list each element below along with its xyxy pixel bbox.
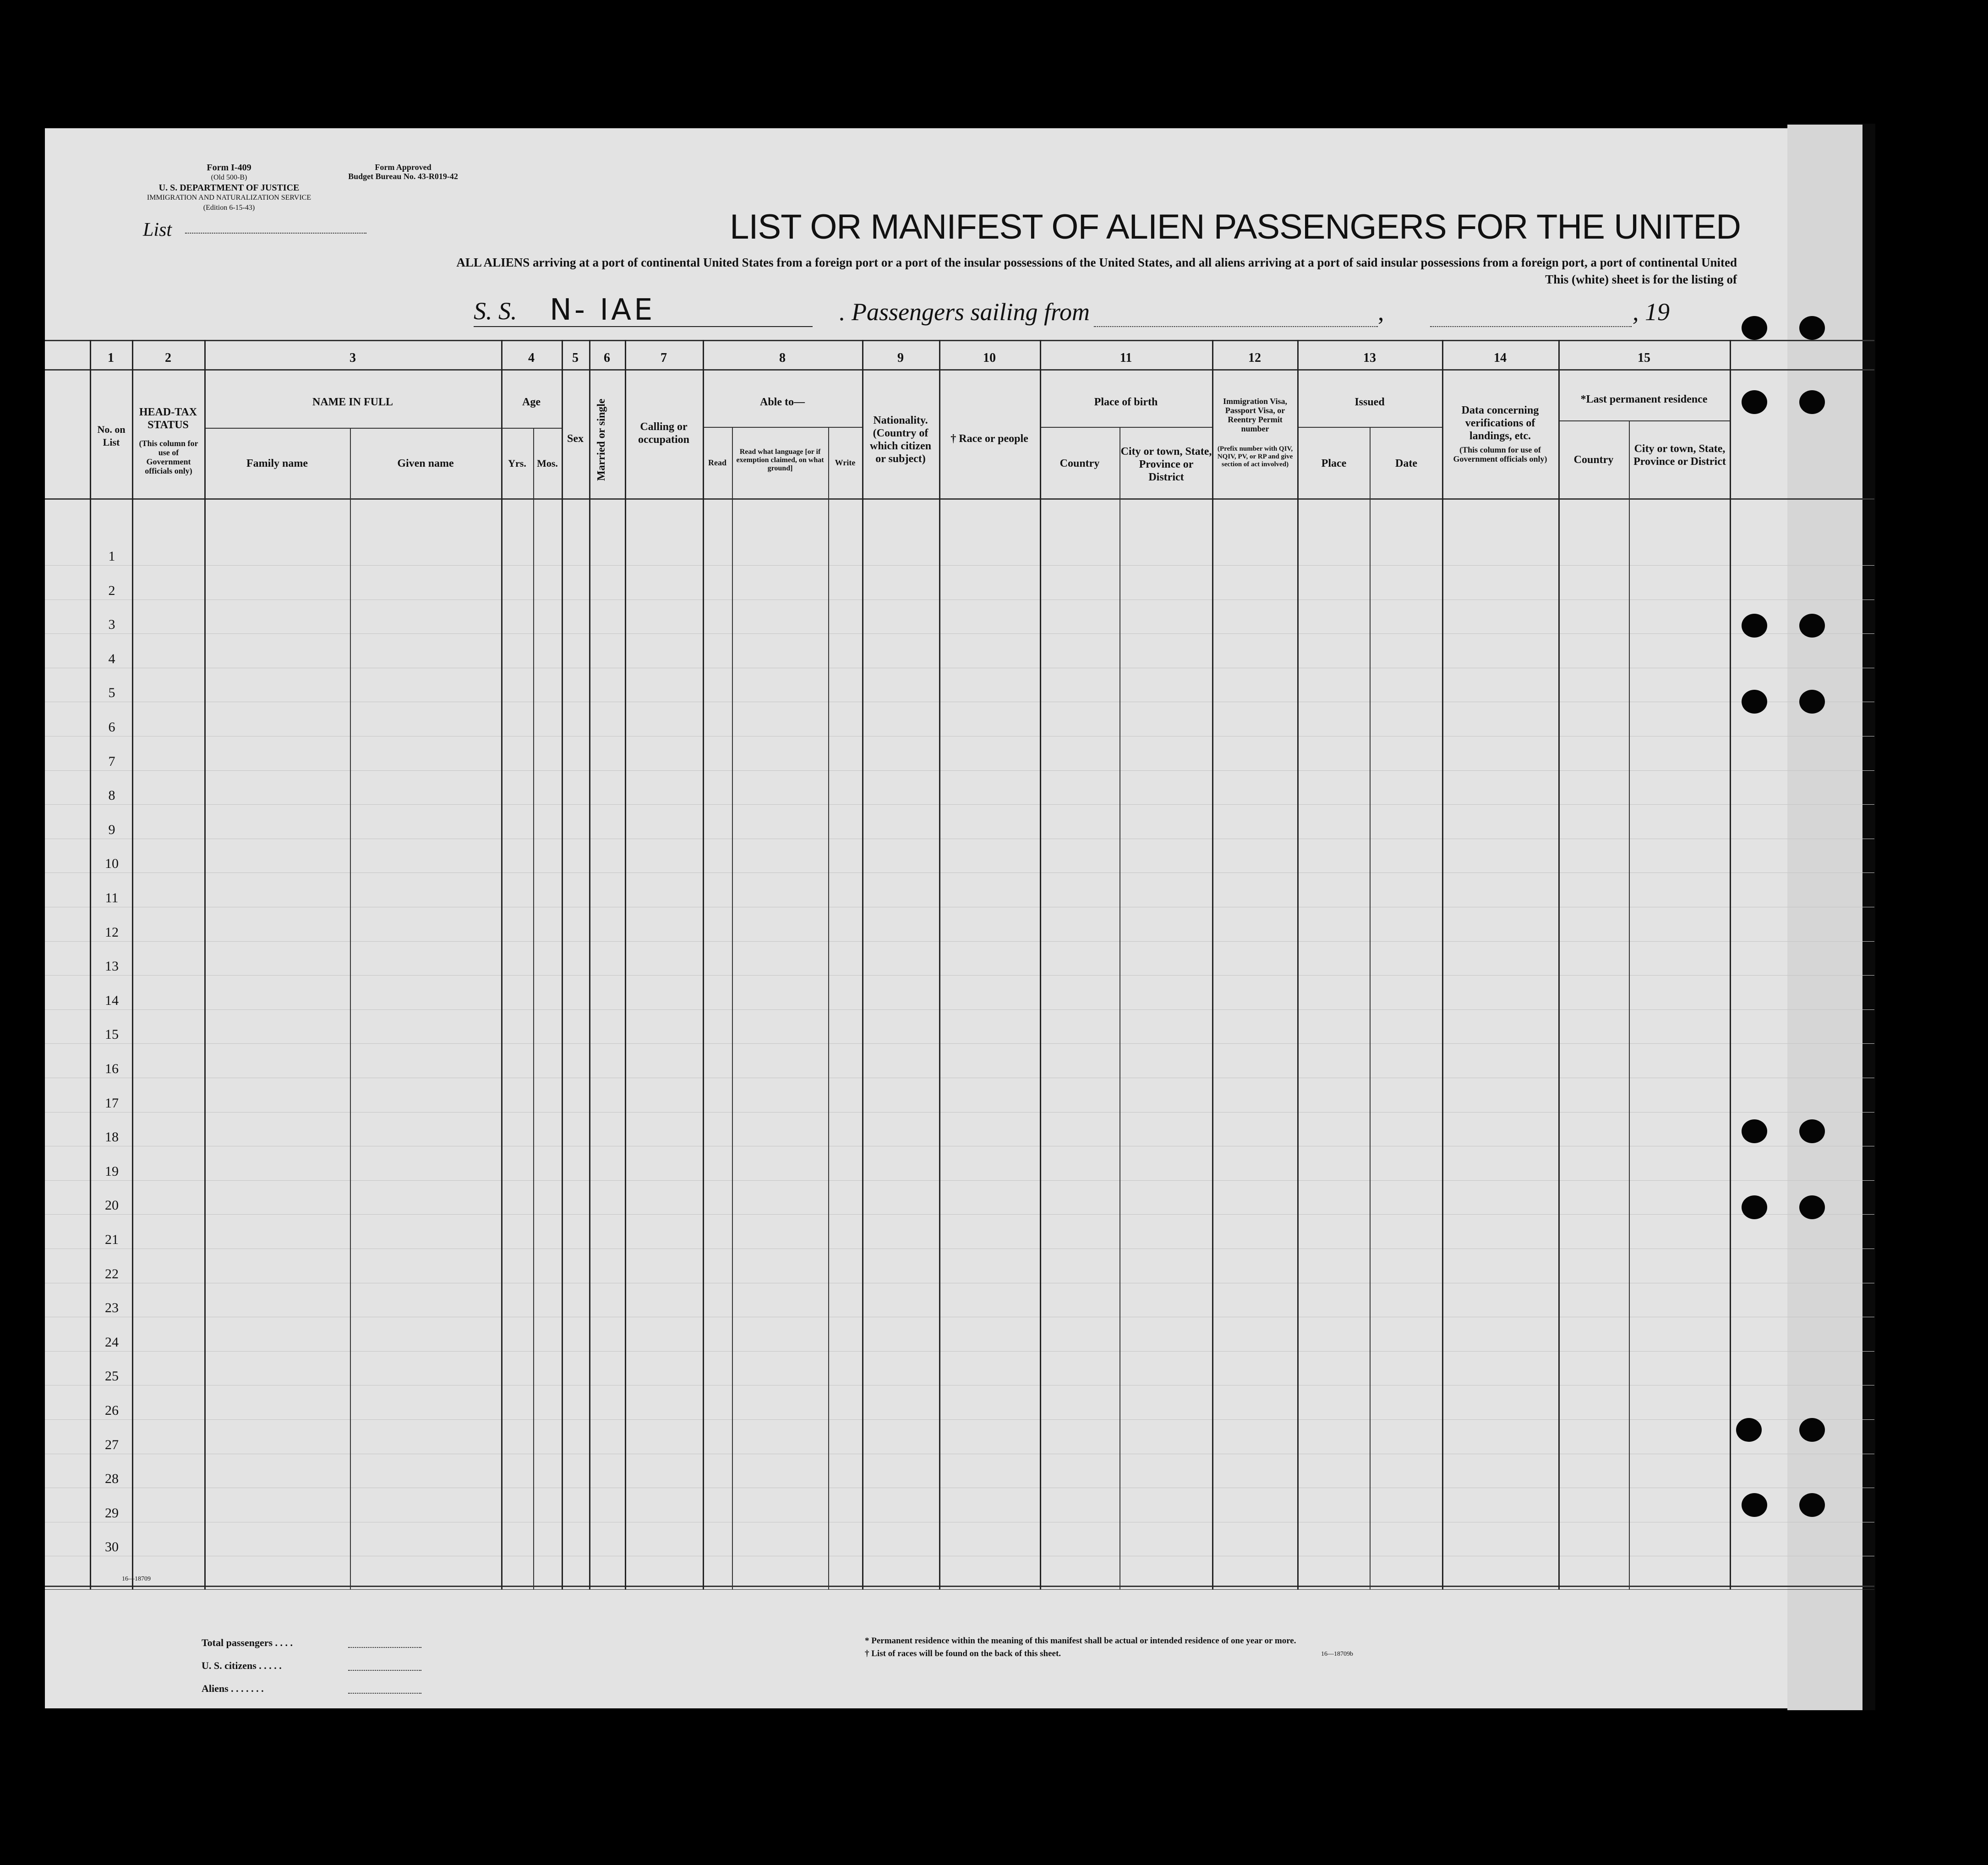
col-number-3: 3 [350, 351, 356, 365]
header-birth-city: City or town, State, Province or District [1120, 446, 1212, 483]
row-number: 7 [108, 753, 115, 769]
table-row [45, 1214, 1874, 1215]
list-label: List [143, 219, 172, 240]
row-number: 1 [108, 549, 115, 564]
table-row [45, 804, 1874, 805]
col-number-8: 8 [779, 351, 786, 365]
form-old-number: (Old 500-B) [211, 174, 247, 181]
header-family-name: Family name [246, 458, 308, 469]
col-number-12: 12 [1248, 351, 1261, 365]
row-number: 27 [105, 1437, 119, 1452]
table-row [45, 633, 1874, 634]
age-subheader-rule [502, 428, 562, 429]
header-calling: Calling or occupation [638, 421, 689, 446]
col-number-2: 2 [165, 351, 171, 365]
header-age: Age [522, 396, 541, 408]
table-row [45, 975, 1874, 976]
sailing-date-field[interactable] [1430, 326, 1632, 327]
punch-hole [1742, 614, 1767, 638]
col-line-15 [1730, 340, 1731, 1589]
row-number: 23 [105, 1300, 119, 1316]
row-number: 10 [105, 856, 119, 872]
footnote-races: † List of races will be found on the back of this sheet. [865, 1649, 1061, 1658]
col-line-8 [862, 340, 863, 1589]
table-row [45, 1419, 1874, 1420]
comma-separator: , [1378, 298, 1384, 326]
punch-hole [1736, 1418, 1762, 1442]
row-number: 30 [105, 1539, 119, 1555]
form-approved: Form Approved [375, 163, 431, 172]
row-number: 4 [108, 651, 115, 666]
table-row [45, 770, 1874, 771]
header-yrs: Yrs. [508, 458, 526, 469]
form-service: IMMIGRATION AND NATURALIZATION SERVICE [147, 194, 311, 202]
col-number-4: 4 [528, 351, 535, 365]
form-code-right: 16—18709b [1321, 1651, 1353, 1658]
row-number: 14 [105, 992, 119, 1008]
punch-hole [1742, 690, 1767, 714]
row-number: 5 [108, 685, 115, 701]
col-line-12 [1297, 340, 1299, 1589]
header-read: Read [708, 458, 726, 467]
header-head-tax-note: (This column for use of Government officials only) [139, 439, 198, 475]
header-residence-country: Country [1573, 454, 1614, 466]
header-head-tax: HEAD-TAX STATUS [139, 406, 197, 431]
col-line-0 [90, 340, 91, 1589]
punch-hole [1799, 1418, 1825, 1442]
header-read-language: Read what language [or if exemption claimed, on what ground] [736, 448, 824, 472]
name-subheader-rule [205, 428, 502, 429]
table-row [45, 941, 1874, 942]
form-edition: (Edition 6-15-43) [203, 204, 255, 212]
row-number: 20 [105, 1198, 119, 1213]
header-married-single: Married or single [595, 398, 607, 481]
sailing-port-field[interactable] [1094, 326, 1378, 327]
table-bottom-rule-2 [45, 1589, 1874, 1590]
header-race: † Race or people [950, 433, 1028, 445]
row-number: 8 [108, 788, 115, 803]
row-number: 12 [105, 924, 119, 940]
total-passengers-field[interactable] [348, 1647, 421, 1648]
col-line-8b [828, 427, 829, 1589]
sheet-edge-shadow [1862, 124, 1875, 1710]
punch-hole [1799, 614, 1825, 638]
us-citizens-label: U. S. citizens . . . . . [202, 1660, 282, 1671]
punch-hole [1799, 1493, 1825, 1517]
col-line-9 [939, 340, 940, 1589]
col-number-15: 15 [1638, 351, 1650, 365]
residence-subheader-rule [1559, 420, 1730, 421]
ship-name-field[interactable] [474, 326, 813, 327]
column-number-rule [45, 369, 1874, 371]
col-line-15a [1629, 420, 1630, 1589]
table-row [45, 1043, 1874, 1044]
punch-hole [1799, 390, 1825, 414]
header-place-of-birth: Place of birth [1094, 396, 1158, 408]
form-department: U. S. DEPARTMENT OF JUSTICE [158, 183, 300, 193]
header-sex: Sex [567, 433, 584, 445]
row-number: 19 [105, 1163, 119, 1179]
header-last-residence: *Last permanent residence [1580, 393, 1708, 405]
table-row [45, 565, 1874, 566]
footnote-permanent-residence: * Permanent residence within the meaning of this manifest shall be actual or intended residence of one year or more. [865, 1636, 1296, 1646]
header-visa: Immigration Visa, Passport Visa, or Reentry Permit number [1223, 397, 1287, 433]
row-number: 9 [108, 822, 115, 837]
row-number: 18 [105, 1129, 119, 1145]
form-code-left: 16—18709 [122, 1576, 151, 1582]
row-number: 13 [105, 959, 119, 974]
table-row [45, 1180, 1874, 1181]
total-passengers-label: Total passengers . . . . [202, 1637, 293, 1648]
col-line-14 [1558, 340, 1560, 1589]
col-number-9: 9 [897, 351, 904, 365]
header-nationality: Nationality. (Country of which citizen or subject) [870, 414, 931, 465]
sailing-from-label: . Passengers sailing from [839, 298, 1090, 326]
header-name-in-full: NAME IN FULL [312, 396, 393, 408]
ship-name: N- IAE [550, 293, 655, 327]
table-top-rule [45, 340, 1874, 341]
col-line-7 [703, 340, 704, 1589]
table-bottom-rule [45, 1586, 1874, 1587]
header-issued-place: Place [1321, 458, 1347, 469]
col-line-3 [501, 340, 502, 1589]
subtitle-line-2: This (white) sheet is for the listing of [1545, 273, 1737, 286]
budget-approval [339, 163, 467, 181]
aliens-label: Aliens . . . . . . . [202, 1683, 264, 1694]
col-line-4a [533, 428, 534, 1589]
punch-hole [1742, 1493, 1767, 1517]
punch-hole [1799, 1195, 1825, 1219]
table-row [45, 1009, 1874, 1010]
header-issued: Issued [1354, 396, 1385, 408]
punch-hole [1742, 1195, 1767, 1219]
row-number: 26 [105, 1403, 119, 1418]
header-issued-date: Date [1395, 458, 1417, 469]
punch-hole [1742, 390, 1767, 414]
table-row [45, 1351, 1874, 1352]
row-number: 29 [105, 1505, 119, 1521]
col-number-5: 5 [572, 351, 579, 365]
col-number-7: 7 [661, 351, 667, 365]
header-data-note: (This column for use of Government officials only) [1453, 445, 1547, 464]
page-title: LIST OR MANIFEST OF ALIEN PASSENGERS FOR THE UNITED [730, 207, 1741, 246]
col-number-13: 13 [1363, 351, 1376, 365]
header-able-to: Able to— [760, 396, 805, 408]
col-number-1: 1 [108, 351, 114, 365]
col-line-11 [1212, 340, 1213, 1589]
form-number: Form I-409 [207, 163, 251, 173]
row-number: 11 [105, 890, 119, 905]
row-number: 17 [105, 1095, 119, 1111]
col-line-4 [562, 340, 563, 1589]
header-write: Write [835, 458, 856, 467]
col-number-10: 10 [983, 351, 996, 365]
punch-hole [1742, 1119, 1767, 1143]
header-bottom-rule [45, 498, 1874, 500]
row-number: 22 [105, 1266, 119, 1282]
year-prefix: , 19 [1633, 298, 1670, 326]
row-number: 6 [108, 720, 115, 735]
us-citizens-field[interactable] [348, 1670, 421, 1671]
row-number: 24 [105, 1334, 119, 1350]
col-line-6 [625, 340, 626, 1589]
header-mos: Mos. [537, 458, 558, 469]
ss-label: S. S. [474, 297, 517, 325]
row-number: 25 [105, 1369, 119, 1384]
punch-hole [1742, 316, 1767, 340]
adjacent-sheet-stub [1787, 125, 1862, 1710]
row-number: 28 [105, 1471, 119, 1487]
header-no-on-list: No. on List [97, 424, 126, 448]
col-line-10 [1040, 340, 1041, 1589]
punch-hole [1799, 690, 1825, 714]
budget-number: Budget Bureau No. 43-R019-42 [348, 172, 458, 181]
header-visa-note: (Prefix number with QIV, NQIV, PV, or RP and give section of act involved) [1217, 445, 1293, 468]
row-number: 21 [105, 1232, 119, 1247]
col-number-14: 14 [1494, 351, 1507, 365]
col-line-13a [1370, 427, 1371, 1589]
col-number-6: 6 [604, 351, 610, 365]
row-number: 15 [105, 1027, 119, 1042]
col-line-13 [1442, 340, 1443, 1589]
row-number: 16 [105, 1061, 119, 1076]
header-given-name: Given name [397, 458, 454, 469]
col-line-8a [732, 427, 733, 1589]
birth-subheader-rule [1041, 427, 1213, 428]
header-birth-country: Country [1060, 458, 1100, 469]
form-identifier [137, 163, 321, 213]
header-data-concerning: Data concerning verifications of landings, etc. [1461, 404, 1539, 442]
subtitle-line-1: ALL ALIENS arriving at a port of continental United States from a foreign port or a port of the insular possessions of the United States, and all aliens arriving at a port of said insular possessions from a foreign port, a port of continental United [456, 256, 1737, 269]
punch-hole [1799, 1119, 1825, 1143]
header-residence-city: City or town, State, Province or District [1633, 443, 1726, 468]
col-line-1 [132, 340, 133, 1589]
col-number-11: 11 [1120, 351, 1132, 365]
col-line-5 [589, 340, 590, 1589]
list-number-field[interactable] [185, 233, 366, 234]
row-number: 2 [108, 583, 115, 598]
col-line-2 [204, 340, 206, 1589]
able-subheader-rule [704, 427, 863, 428]
row-number: 3 [108, 617, 115, 633]
punch-hole [1799, 316, 1825, 340]
col-line-3a [350, 428, 351, 1589]
aliens-field[interactable] [348, 1693, 421, 1694]
